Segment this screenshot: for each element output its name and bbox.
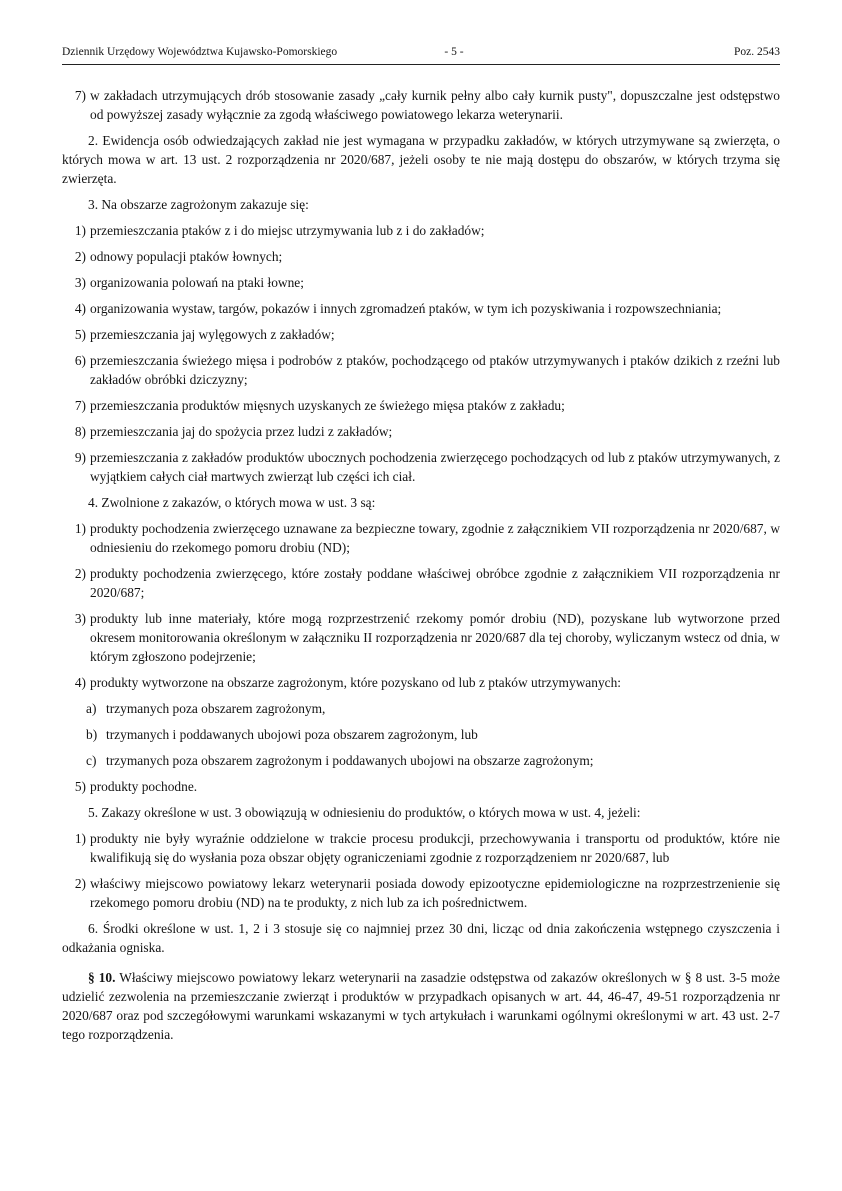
section-10 <box>62 968 780 1044</box>
list-item <box>62 673 780 692</box>
list-item <box>62 86 780 124</box>
item-number: 9) <box>74 450 86 465</box>
item-text: produkty pochodzenia zwierzęcego uznawane za bezpieczne towary, zgodnie z załącznikiem VII rozporządzenia nr 2020/687, w odniesieniu do rzekomego pomoru drobiu (ND); <box>90 521 780 555</box>
paragraph-4: 4. Zwolnione z zakazów, o których mowa w ust. 3 są: <box>88 495 376 510</box>
item-text: trzymanych i poddawanych ubojowi poza obszarem zagrożonym, lub <box>106 727 478 742</box>
item-number: 7) <box>74 398 86 413</box>
item-text: przemieszczania z zakładów produktów ubocznych pochodzenia zwierzęcego pochodzących od lub z ptaków utrzymywanych, z wyjątkiem całych ciał martwych zwierząt lub części ich ciał. <box>90 450 780 484</box>
section-10-text: Właściwy miejscowo powiatowy lekarz weterynarii na zasadzie odstępstwa od zakazów określonych w § 8 ust. 3-5 może udzielić zezwolenia na przemieszczanie zwierząt i produktów w przypadkach opisanych w art. 44, 46-47, 49-51 rozporządzenia nr 2020/687 oraz pod szczegółowymi warunkami wskazanymi w tych artykułach i warunkami ogólnymi określonymi w art. 43 ust. 2-7 tego rozporządzenia. <box>62 970 780 1042</box>
item-text: przemieszczania świeżego mięsa i podrobów z ptaków, pochodzącego od ptaków utrzymywanych i ptaków dzikich z rzeźni lub zakładów obróbki dziczyzny; <box>90 353 780 387</box>
item-text: przemieszczania ptaków z i do miejsc utrzymywania lub z i do zakładów; <box>90 223 485 238</box>
position-number: Poz. 2543 <box>734 46 780 58</box>
list-item <box>62 448 780 486</box>
item-number: 6) <box>74 353 86 368</box>
item-number: 2) <box>74 249 86 264</box>
item-text: odnowy populacji ptaków łownych; <box>90 249 283 264</box>
item-text: produkty wytworzone na obszarze zagrożonym, które pozyskano od lub z ptaków utrzymywanych: <box>90 675 622 690</box>
item-text: w zakładach utrzymujących drób stosowanie zasady „cały kurnik pełny albo cały kurnik pusty", dopuszczalne jest odstępstwo od powyższej zasady wyłącznie za zgodą właściwego powiatowego lekarza weterynarii. <box>90 88 780 122</box>
item-number: 2) <box>74 566 86 581</box>
item-number: 1) <box>74 223 86 238</box>
item-number: 3) <box>74 275 86 290</box>
item-text: przemieszczania produktów mięsnych uzyskanych ze świeżego mięsa ptaków z zakładu; <box>90 398 565 413</box>
list-item <box>62 422 780 441</box>
item-number: 2) <box>74 876 86 891</box>
list-item <box>62 396 780 415</box>
list-item <box>62 273 780 292</box>
list-item <box>62 299 780 318</box>
list-item <box>62 247 780 266</box>
item-number: 5) <box>74 327 86 342</box>
list-item <box>62 874 780 912</box>
item-letter: a) <box>86 701 97 716</box>
paragraph-6: 6. Środki określone w ust. 1, 2 i 3 stosuje się co najmniej przez 30 dni, licząc od dnia zakończenia wstępnego czyszczenia i odkażania ogniska. <box>62 921 780 955</box>
list-item <box>62 351 780 389</box>
sub-list-item <box>62 751 780 770</box>
document-body <box>62 86 780 1051</box>
list-item <box>62 564 780 602</box>
paragraph-2: 2. Ewidencja osób odwiedzających zakład nie jest wymagana w przypadku zakładów, w których utrzymywane są zwierzęta, o których mowa w art. 13 ust. 2 rozporządzenia nr 2020/687, jeżeli osoby te nie mają dostępu do obszarów, w których trzyma się zwierzęta. <box>62 133 780 186</box>
item-number: 8) <box>74 424 86 439</box>
journal-title: Dziennik Urzędowy Województwa Kujawsko-Pomorskiego <box>62 46 338 58</box>
item-text: przemieszczania jaj do spożycia przez ludzi z zakładów; <box>90 424 393 439</box>
item-letter: c) <box>86 753 97 768</box>
list-item <box>62 829 780 867</box>
sub-list-item <box>62 699 780 718</box>
item-number: 7) <box>74 88 86 103</box>
item-number: 4) <box>74 301 86 316</box>
list-item <box>62 325 780 344</box>
item-number: 4) <box>74 675 86 690</box>
paragraph-5: 5. Zakazy określone w ust. 3 obowiązują w odniesieniu do produktów, o których mowa w ust. 4, jeżeli: <box>88 805 641 820</box>
item-number: 1) <box>74 831 86 846</box>
item-text: organizowania polowań na ptaki łowne; <box>90 275 304 290</box>
item-number: 1) <box>74 521 86 536</box>
item-text: trzymanych poza obszarem zagrożonym, <box>106 701 326 716</box>
sub-list-item <box>62 725 780 744</box>
item-number: 5) <box>74 779 86 794</box>
page-header <box>62 43 780 61</box>
list-item <box>62 519 780 557</box>
paragraph-3: 3. Na obszarze zagrożonym zakazuje się: <box>88 197 309 212</box>
item-text: trzymanych poza obszarem zagrożonym i poddawanych ubojowi na obszarze zagrożonym; <box>106 753 594 768</box>
item-number: 3) <box>74 611 86 626</box>
item-text: produkty nie były wyraźnie oddzielone w trakcie procesu produkcji, przechowywania i transportu od produktów, które nie kwalifikują się do wysłania poza obszar objęty ograniczeniami zgodnie z rozporządzeniem nr 2020/687, lub <box>90 831 780 865</box>
item-text: organizowania wystaw, targów, pokazów i innych zgromadzeń ptaków, w tym ich pozyskiwania i rozpowszechniania; <box>90 301 722 316</box>
item-text: produkty pochodzenia zwierzęcego, które zostały poddane właściwej obróbce zgodnie z załącznikiem VII rozporządzenia nr 2020/687; <box>90 566 780 600</box>
item-letter: b) <box>86 727 98 742</box>
item-text: właściwy miejscowo powiatowy lekarz weterynarii posiada dowody epizootyczne epidemiologiczne na rozprzestrzenienie się rzekomego pomoru drobiu (ND) na te produkty, z nich lub za ich pośrednictwem. <box>90 876 780 910</box>
list-item <box>62 609 780 666</box>
header-rule <box>62 64 780 65</box>
item-text: produkty lub inne materiały, które mogą rozprzestrzenić rzekomy pomór drobiu (ND), pozyskane lub wytworzone przed okresem monitorowania określonym w załączniku II rozporządzenia nr 2020/687 dla tej choroby, wyliczanym wstecz od dnia, w którym zgłoszono podejrzenie; <box>90 611 781 664</box>
item-text: przemieszczania jaj wylęgowych z zakładów; <box>90 327 335 342</box>
item-text: produkty pochodne. <box>90 779 198 794</box>
page-number: - 5 - <box>444 46 464 58</box>
list-item <box>62 221 780 240</box>
section-10-label: § 10. <box>88 970 116 985</box>
list-item <box>62 777 780 796</box>
